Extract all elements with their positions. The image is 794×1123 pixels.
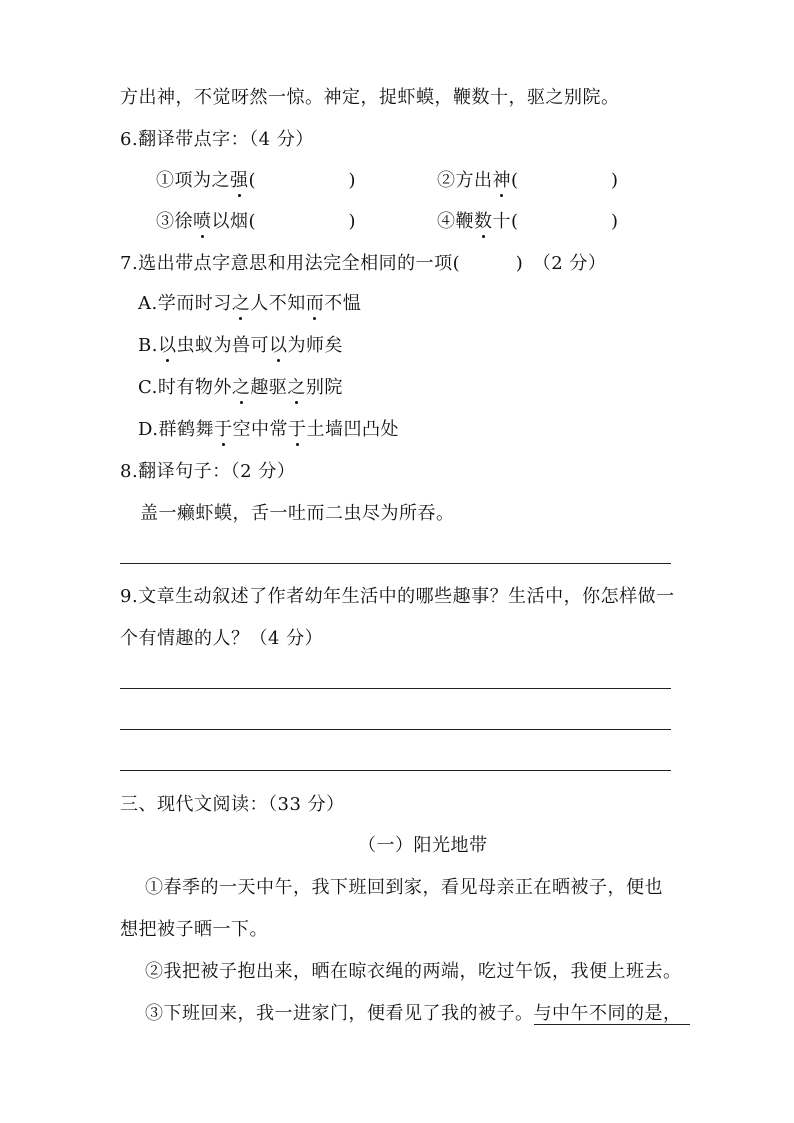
passage-tail: 方出神，不觉呀然一惊。神定，捉虾蟆，鞭数十，驱之别院。	[120, 87, 620, 108]
q6-item-3	[156, 210, 356, 234]
q7-d-post: 土墙凹凸处	[306, 419, 400, 440]
q6-item-2-prefix: ②方出	[437, 170, 493, 191]
q6-item-4-blank: 十( )	[492, 211, 619, 232]
paragraph-1-line-1: ①春季的一天中午，我下班回到家，看见母亲正在晒被子，便也	[145, 877, 663, 898]
q7-c-dotted-2: 之	[287, 377, 306, 398]
q6-item-2	[437, 169, 619, 193]
section-3-heading: 三、现代文阅读：（33 分）	[120, 794, 345, 815]
q6-item-3-prefix: ③徐	[156, 211, 193, 232]
q6-item-1	[156, 169, 356, 193]
q7-c-mid: 趣驱	[250, 377, 288, 398]
q7-a-post: 不愠	[324, 293, 362, 314]
q7-b-dotted-1: 以	[157, 335, 177, 356]
paragraph-2: ②我把被子抱出来，晒在晾衣绳的两端，吃过午饭，我便上班去。	[145, 961, 682, 982]
q7-option-a	[138, 292, 361, 316]
q6-item-4-dotted-char: 数	[474, 211, 493, 232]
q6-item-2-dotted-char: 神	[492, 170, 511, 191]
paragraph-3	[145, 1002, 690, 1026]
q7-c-pre: C.时有物外	[138, 377, 232, 398]
q6-item-3-dotted-char: 喷	[193, 211, 212, 232]
q7-b-post: 为师矣	[287, 335, 343, 356]
paragraph-3-underlined-text: 与中午不同的是，	[534, 1003, 690, 1025]
q8-sentence: 盖一癞虾蟆，舌一吐而二虫尽为所吞。	[140, 503, 455, 524]
q7-a-mid: 人不知	[250, 293, 306, 314]
q6-item-3-blank: 以烟( )	[211, 211, 357, 232]
q7-b-mid: 虫蚁为兽可	[176, 335, 269, 356]
paragraph-1-line-2: 想把被子晒一下。	[120, 919, 268, 940]
reading-1-title: （一）阳光地带	[358, 835, 488, 856]
q6-item-4	[437, 210, 619, 234]
q6-item-2-blank: ( )	[511, 170, 619, 191]
q7-stem: 7.选出带点字意思和用法完全相同的一项( ) （2 分）	[120, 253, 607, 274]
q9-answer-line-1[interactable]	[120, 688, 671, 689]
q7-b-dotted-2: 以	[268, 335, 288, 356]
paragraph-3-text: ③下班回来，我一进家门，便看见了我的被子。	[145, 1003, 534, 1024]
q9-stem-line-2: 个有情趣的人？（4 分）	[120, 628, 324, 649]
q6-stem: 6.翻译带点字：（4 分）	[120, 129, 314, 150]
q7-option-d	[138, 418, 399, 442]
q7-a-dotted-1: 之	[231, 293, 251, 314]
q6-item-1-prefix: ①项为之	[156, 170, 230, 191]
q9-answer-line-2[interactable]	[120, 729, 671, 730]
q7-a-dotted-2: 而	[305, 293, 325, 314]
q6-item-4-prefix: ④鞭	[437, 211, 474, 232]
q6-item-1-blank: ( )	[248, 170, 357, 191]
q7-a-pre: A.学而时习	[138, 293, 232, 314]
q6-item-1-dotted-char: 强	[230, 170, 249, 191]
q7-c-post: 别院	[305, 377, 343, 398]
q9-answer-line-3[interactable]	[120, 770, 671, 771]
q7-b-pre: B.	[138, 335, 158, 356]
q7-d-pre: D.群鹤舞	[138, 419, 215, 440]
q7-d-mid: 空中常	[232, 419, 289, 440]
q7-d-dotted-2: 于	[288, 419, 307, 440]
q7-c-dotted-1: 之	[231, 377, 251, 398]
q9-stem-line-1: 9.文章生动叙述了作者幼年生活中的哪些趣事？生活中，你怎样做一	[120, 586, 675, 607]
q8-stem: 8.翻译句子：（2 分）	[120, 461, 296, 482]
q7-option-b	[138, 334, 343, 358]
q8-answer-line[interactable]	[120, 563, 671, 564]
q7-d-dotted-1: 于	[214, 419, 233, 440]
q7-option-c	[138, 376, 343, 400]
